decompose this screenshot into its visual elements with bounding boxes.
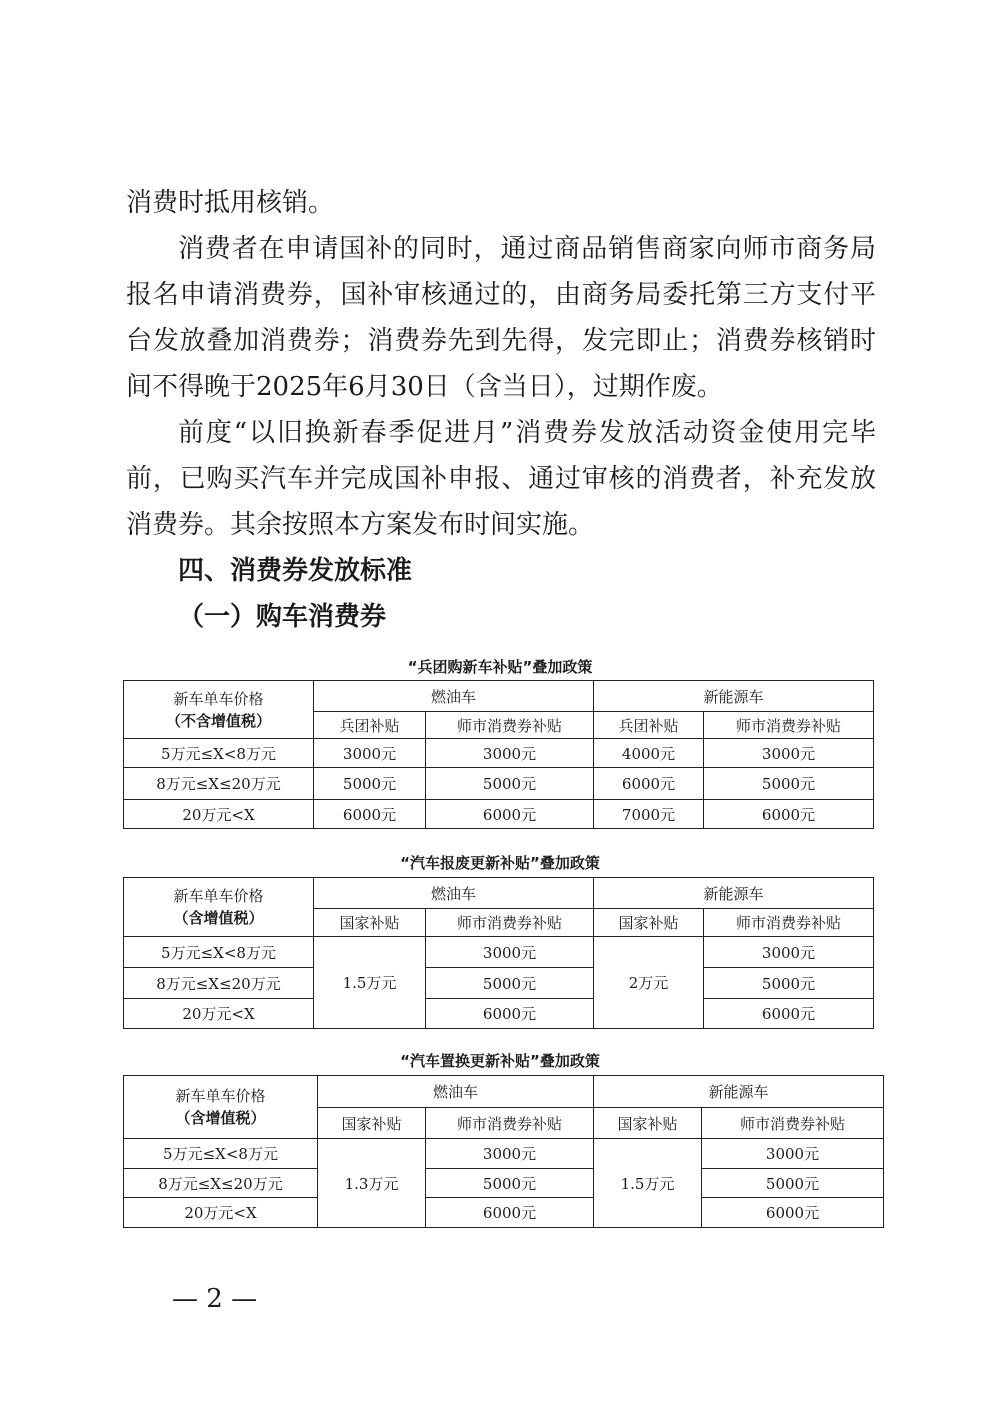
table3-sub-header: 师市消费券补贴: [426, 1108, 594, 1139]
table-cell: 5000元: [426, 1169, 594, 1198]
table-row: [124, 999, 874, 1029]
table1-price-header: [124, 681, 314, 739]
table3-price-cell: 5万元≤X<8万元: [124, 1139, 318, 1169]
table2-sub-header: 国家补贴: [314, 909, 426, 937]
table2-price-header: [124, 878, 314, 937]
table1-price-cell: 20万元<X: [124, 800, 314, 829]
table-cell: 6000元: [704, 999, 874, 1029]
table-cell: 5000元: [702, 1169, 884, 1198]
table1-price-cell: 5万元≤X<8万元: [124, 739, 314, 768]
table3-caption: “汽车置换更新补贴”叠加政策: [400, 1052, 600, 1070]
subsection-heading: （一）购车消费券: [178, 602, 387, 632]
paragraph-continuation: 消费时抵用核销。: [126, 188, 335, 218]
table1-bingtuan-new-car: [123, 680, 874, 829]
table2-caption: “汽车报废更新补贴”叠加政策: [400, 854, 600, 872]
table3-price-cell: 20万元<X: [124, 1198, 318, 1228]
table-row: [124, 968, 874, 999]
table2-nev-header: 新能源车: [594, 878, 874, 909]
table2-sub-header: 国家补贴: [594, 909, 704, 937]
table-row: [124, 937, 874, 968]
table-cell: 6000元: [314, 800, 426, 829]
table3-nev-header: 新能源车: [594, 1076, 884, 1108]
table-cell: 3000元: [426, 1139, 594, 1169]
table-cell: 4000元: [594, 739, 704, 768]
table3-sub-header: 国家补贴: [318, 1108, 426, 1139]
table-cell: 6000元: [426, 999, 594, 1029]
table1-sub-header: 师市消费券补贴: [426, 712, 594, 739]
table-row: [124, 739, 874, 768]
table-cell: 6000元: [704, 800, 874, 829]
table-cell: 3000元: [314, 739, 426, 768]
table-row: [124, 1198, 884, 1228]
table1-caption: “兵团购新车补贴”叠加政策: [407, 658, 593, 676]
table-cell: 5000元: [426, 768, 594, 800]
table2-price-cell: 8万元≤X≤20万元: [124, 968, 314, 999]
table3-sub-header: 师市消费券补贴: [702, 1108, 884, 1139]
table-cell: 5000元: [314, 768, 426, 800]
table-cell: 3000元: [426, 739, 594, 768]
table1-sub-header: 师市消费券补贴: [704, 712, 874, 739]
table2-sub-header: 师市消费券补贴: [704, 909, 874, 937]
table3-fuel-header: 燃油车: [318, 1076, 594, 1108]
table3-national-nev-cell: 1.5万元: [594, 1139, 702, 1228]
table-cell: 6000元: [426, 800, 594, 829]
table3-replacement-renewal: [123, 1075, 884, 1228]
table3-sub-header: 国家补贴: [594, 1108, 702, 1139]
section-heading: 四、消费券发放标准: [178, 556, 413, 586]
table1-price-cell: 8万元≤X≤20万元: [124, 768, 314, 800]
table-cell: 3000元: [426, 937, 594, 968]
table-row: [124, 1139, 884, 1169]
table2-fuel-header: 燃油车: [314, 878, 594, 909]
table3-price-cell: 8万元≤X≤20万元: [124, 1169, 318, 1198]
table-cell: 5000元: [704, 968, 874, 999]
table-cell: 3000元: [702, 1139, 884, 1169]
table-cell: 6000元: [594, 768, 704, 800]
table-cell: 6000元: [702, 1198, 884, 1228]
table-cell: 5000元: [704, 768, 874, 800]
table1-price-header-line1: 新车单车价格: [173, 689, 264, 708]
paragraph-application: 消费者在申请国补的同时，通过商品销售商家向师市商务局报名申请消费券，国补审核通过的，由商务局委托第三方支付平台发放叠加消费券；消费券先到先得，发完即止；消费券核销时间不得晚于2025年6月30日（含当日），过期作废。: [126, 234, 876, 402]
table1-sub-header: 兵团补贴: [314, 712, 426, 739]
table2-price-header-line1: 新车单车价格: [173, 887, 264, 905]
table-cell: 3000元: [704, 739, 874, 768]
table2-scrappage-renewal: [123, 877, 874, 1029]
table-row: [124, 1169, 884, 1198]
table3-price-header-line2: （含增值税）: [175, 1109, 266, 1127]
table-row: [124, 768, 874, 800]
page-number: — 2 —: [172, 1284, 258, 1314]
table2-price-cell: 20万元<X: [124, 999, 314, 1029]
table-row: [124, 800, 874, 829]
table3-price-header-line1: 新车单车价格: [175, 1087, 266, 1105]
table2-national-nev-cell: 2万元: [594, 937, 704, 1029]
table1-sub-header: 兵团补贴: [594, 712, 704, 739]
table3-national-fuel-cell: 1.3万元: [318, 1139, 426, 1228]
table1-fuel-header: 燃油车: [314, 681, 594, 712]
table1-price-header-line2: （不含增值税）: [165, 711, 271, 730]
table-cell: 5000元: [426, 968, 594, 999]
table2-price-header-line2: （含增值税）: [173, 909, 264, 927]
paragraph-supplement: 前度“以旧换新春季促进月”消费券发放活动资金使用完毕前，已购买汽车并完成国补申报、通过审核的消费者，补充发放消费券。其余按照本方案发布时间实施。: [126, 418, 876, 540]
table2-price-cell: 5万元≤X<8万元: [124, 937, 314, 968]
table-cell: 3000元: [704, 937, 874, 968]
table2-sub-header: 师市消费券补贴: [426, 909, 594, 937]
table-cell: 6000元: [426, 1198, 594, 1228]
table1-nev-header: 新能源车: [594, 681, 874, 712]
table2-national-fuel-cell: 1.5万元: [314, 937, 426, 1029]
table-cell: 7000元: [594, 800, 704, 829]
table3-price-header: [124, 1076, 318, 1139]
